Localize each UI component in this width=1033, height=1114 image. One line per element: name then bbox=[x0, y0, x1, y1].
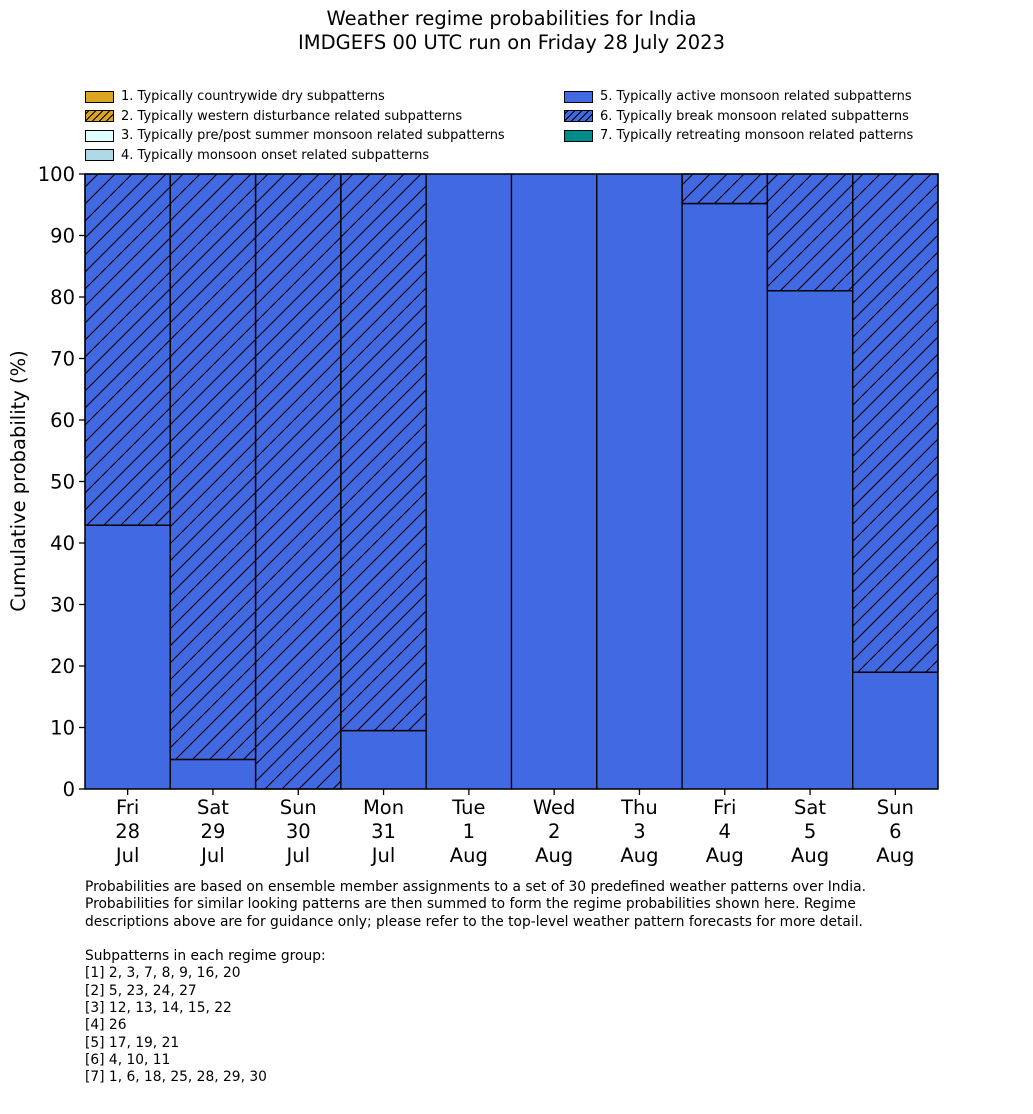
bar-segment-hatch bbox=[341, 174, 426, 731]
legend-label: 2. Typically western disturbance related subpatterns bbox=[121, 108, 463, 124]
bar-segment-hatch bbox=[853, 174, 938, 672]
x-tick-label: Tue 1 Aug bbox=[449, 796, 488, 867]
y-tick-label: 0 bbox=[62, 778, 75, 801]
y-tick-label: 80 bbox=[50, 286, 75, 309]
x-tick-label: Fri 28 Jul bbox=[115, 796, 141, 867]
y-tick-label: 40 bbox=[50, 532, 75, 555]
y-tick-label: 10 bbox=[50, 716, 75, 740]
bar-segment bbox=[767, 291, 852, 789]
bar-segment bbox=[85, 525, 170, 789]
footnotes bbox=[85, 879, 866, 1087]
bar-segment bbox=[853, 672, 938, 789]
bar-segment bbox=[597, 174, 682, 789]
y-tick-label: 30 bbox=[50, 593, 75, 617]
group-line: [7] 1, 6, 18, 25, 28, 29, 30 bbox=[85, 1069, 267, 1086]
group-line: [4] 26 bbox=[85, 1017, 127, 1034]
bar-segment bbox=[170, 759, 255, 789]
y-tick-label: 90 bbox=[50, 224, 75, 248]
chart-subtitle: IMDGEFS 00 UTC run on Friday 28 July 2023 bbox=[298, 31, 725, 54]
note-line: Probabilities for similar looking patterns are then summed to form the regime probabilities shown here. Regime bbox=[85, 896, 856, 913]
x-tick-label: Sun 30 Jul bbox=[279, 796, 317, 867]
bar-segment-hatch bbox=[170, 174, 255, 759]
group-line: [5] 17, 19, 21 bbox=[85, 1034, 180, 1051]
x-tick-label: Wed 2 Aug bbox=[532, 796, 576, 867]
y-axis-label: Cumulative probability (%) bbox=[7, 350, 30, 612]
y-tick-label: 20 bbox=[50, 655, 75, 678]
bar-segment-hatch bbox=[682, 174, 767, 204]
x-tick-label: Sun 6 Aug bbox=[876, 796, 915, 867]
group-line: [2] 5, 23, 24, 27 bbox=[85, 982, 197, 999]
note-line: Probabilities are based on ensemble member assignments to a set of 30 predefined weather patterns over India. bbox=[85, 879, 866, 895]
legend-label: 3. Typically pre/post summer monsoon related subpatterns bbox=[121, 128, 505, 144]
legend-label: 7. Typically retreating monsoon related patterns bbox=[600, 128, 914, 144]
group-line: [3] 12, 13, 14, 15, 22 bbox=[85, 1000, 232, 1017]
note-line: descriptions above are for guidance only; please refer to the top-level weather pattern forecasts for more detail. bbox=[85, 913, 863, 930]
group-line: [6] 4, 10, 11 bbox=[85, 1051, 171, 1068]
groups-heading: Subpatterns in each regime group: bbox=[85, 948, 326, 965]
bar-segment-hatch bbox=[256, 174, 341, 789]
chart-title: Weather regime probabilities for India bbox=[326, 7, 697, 30]
y-tick-label: 70 bbox=[50, 347, 75, 371]
bar-segment bbox=[426, 174, 511, 789]
y-tick-label: 100 bbox=[37, 163, 75, 186]
bar-segment bbox=[512, 174, 597, 789]
x-tick-label: Sat 29 Jul bbox=[196, 796, 229, 867]
bar-segment bbox=[682, 204, 767, 789]
x-tick-label: Sat 5 Aug bbox=[791, 796, 830, 867]
bar-segment-hatch bbox=[85, 174, 170, 525]
bar-segment bbox=[341, 731, 426, 789]
group-line: [1] 2, 3, 7, 8, 9, 16, 20 bbox=[85, 965, 241, 982]
legend-label: 6. Typically break monsoon related subpatterns bbox=[600, 108, 909, 124]
y-tick-label: 60 bbox=[50, 409, 75, 432]
legend-label: 4. Typically monsoon onset related subpatterns bbox=[121, 147, 430, 163]
legend-label: 5. Typically active monsoon related subpatterns bbox=[600, 89, 912, 105]
x-tick-label: Fri 4 Aug bbox=[705, 796, 744, 867]
bar-segment-hatch bbox=[767, 174, 852, 291]
x-tick-label: Mon 31 Jul bbox=[362, 796, 405, 867]
y-tick-label: 50 bbox=[50, 470, 75, 494]
x-tick-label: Thu 3 Aug bbox=[620, 796, 659, 867]
legend-label: 1. Typically countrywide dry subpatterns bbox=[121, 89, 385, 105]
